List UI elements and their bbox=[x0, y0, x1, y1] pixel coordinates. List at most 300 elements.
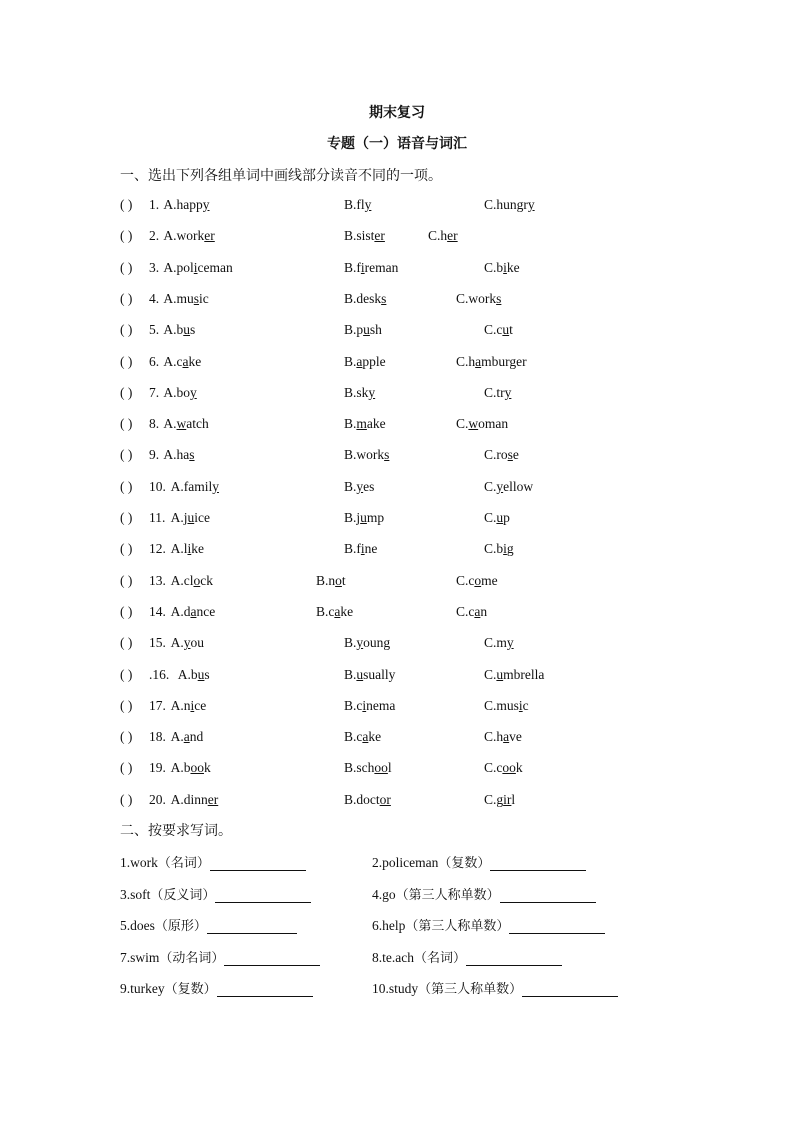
option-c bbox=[484, 760, 523, 776]
question-row bbox=[0, 416, 794, 438]
option-post: ck bbox=[200, 572, 213, 588]
option-pre: C.mus bbox=[484, 697, 519, 713]
option-pre: A.b bbox=[177, 666, 198, 682]
answer-blank[interactable] bbox=[500, 888, 596, 903]
option-pre: C. bbox=[484, 478, 497, 494]
option-post: ellow bbox=[503, 478, 534, 494]
task-requirement: （名词） bbox=[413, 950, 466, 966]
option-pre: A.pol bbox=[163, 259, 194, 275]
option-und: i bbox=[518, 697, 523, 713]
option-post: g bbox=[506, 541, 514, 557]
option-pre: C.h bbox=[484, 729, 504, 745]
question-number: 4. bbox=[149, 290, 160, 306]
option-pre: A.c bbox=[163, 353, 183, 369]
option-pre: B.n bbox=[316, 572, 336, 588]
option-c bbox=[484, 479, 533, 495]
option-und: o bbox=[474, 572, 482, 588]
option-und: m bbox=[356, 416, 367, 432]
question-number: 15. bbox=[149, 635, 166, 651]
option-und: a bbox=[503, 729, 510, 745]
question-row bbox=[0, 322, 794, 344]
option-a bbox=[171, 541, 204, 557]
question-number: 7. bbox=[149, 384, 160, 400]
question-row bbox=[0, 479, 794, 501]
option-und: i bbox=[360, 541, 365, 557]
option-und: oo bbox=[502, 760, 516, 776]
option-b bbox=[344, 541, 377, 557]
option-c bbox=[456, 291, 501, 307]
option-c bbox=[484, 385, 511, 401]
option-und: u bbox=[363, 322, 370, 338]
option-pre: B. bbox=[344, 478, 357, 494]
option-post: t bbox=[509, 322, 513, 338]
option-post: nce bbox=[196, 603, 216, 619]
option-b bbox=[344, 479, 374, 495]
question-row bbox=[0, 635, 794, 657]
option-post: e bbox=[512, 447, 519, 463]
answer-blank[interactable] bbox=[210, 856, 306, 871]
option-pre: A.ha bbox=[163, 447, 190, 463]
answer-bracket[interactable]: ( ) bbox=[120, 197, 133, 212]
option-und: y bbox=[183, 635, 191, 651]
option-und: i bbox=[187, 541, 192, 557]
option-post: t bbox=[341, 572, 346, 588]
question-number: 11. bbox=[149, 510, 166, 525]
option-und: i bbox=[362, 697, 367, 713]
answer-bracket[interactable]: ( ) bbox=[120, 353, 133, 369]
option-und: y bbox=[364, 197, 372, 212]
option-c bbox=[484, 698, 529, 714]
option-und: s bbox=[189, 447, 195, 463]
answer-blank[interactable] bbox=[215, 888, 311, 903]
option-und: y bbox=[506, 635, 514, 651]
option-post: n bbox=[480, 603, 488, 619]
question-row bbox=[0, 698, 794, 720]
option-pre: B.desk bbox=[344, 290, 382, 306]
option-pre: A.dinn bbox=[170, 791, 208, 807]
option-c bbox=[456, 604, 487, 620]
option-a bbox=[163, 447, 194, 463]
question-row bbox=[0, 760, 794, 782]
option-und: u bbox=[356, 666, 364, 682]
option-und: w bbox=[176, 416, 187, 432]
option-pre: B.sist bbox=[344, 228, 375, 244]
word-task bbox=[372, 852, 586, 871]
question-number: 9. bbox=[149, 447, 160, 463]
option-und: y bbox=[212, 478, 219, 494]
option-pre: C.tr bbox=[484, 384, 505, 400]
answer-bracket[interactable]: ( ) bbox=[120, 666, 133, 682]
task-requirement: （反义词） bbox=[150, 887, 216, 903]
option-a bbox=[163, 228, 214, 244]
page-title: 期末复习 bbox=[369, 105, 425, 121]
option-und: er bbox=[204, 228, 215, 244]
option-b bbox=[344, 635, 390, 651]
option-pre: A.d bbox=[170, 603, 191, 619]
option-und: u bbox=[502, 322, 510, 338]
option-b bbox=[344, 228, 385, 244]
answer-bracket[interactable]: ( ) bbox=[120, 322, 133, 338]
question-row bbox=[0, 729, 794, 751]
option-und: s bbox=[507, 447, 513, 463]
task-word: 2.policeman bbox=[372, 855, 439, 870]
option-pre: B.f bbox=[344, 541, 361, 557]
question-number: 2. bbox=[149, 228, 160, 244]
option-und: i bbox=[190, 697, 195, 713]
option-post: sh bbox=[369, 322, 382, 338]
option-a bbox=[178, 667, 210, 683]
question-number: 19. bbox=[149, 760, 166, 776]
option-post: k bbox=[203, 760, 211, 776]
option-c bbox=[484, 447, 519, 463]
task-requirement: （第三人称单数） bbox=[395, 887, 500, 903]
word-task bbox=[120, 947, 320, 966]
answer-blank[interactable] bbox=[466, 951, 562, 966]
answer-blank[interactable] bbox=[224, 951, 320, 966]
answer-bracket[interactable]: ( ) bbox=[120, 384, 133, 400]
question-row bbox=[0, 604, 794, 626]
option-und: i bbox=[360, 259, 365, 275]
option-post: ve bbox=[509, 729, 522, 745]
option-a bbox=[163, 260, 232, 276]
answer-bracket[interactable]: ( ) bbox=[120, 572, 133, 588]
option-pre: C.c bbox=[456, 572, 475, 588]
option-und: u bbox=[360, 510, 367, 525]
section2-heading: 二、按要求写词。 bbox=[120, 823, 232, 839]
option-pre: C.g bbox=[484, 791, 504, 807]
option-und: i bbox=[503, 541, 507, 557]
option-a bbox=[163, 416, 208, 432]
answer-bracket[interactable]: ( ) bbox=[120, 228, 133, 244]
word-task bbox=[372, 978, 618, 997]
task-requirement: （复数） bbox=[164, 982, 217, 997]
page-subtitle: 专题（一）语音与词汇 bbox=[327, 136, 467, 152]
option-post: ke bbox=[191, 541, 204, 557]
option-und: s bbox=[381, 290, 387, 306]
option-b bbox=[344, 260, 398, 276]
question-row bbox=[0, 792, 794, 814]
option-a bbox=[171, 635, 204, 651]
option-pre: B.c bbox=[344, 697, 363, 713]
option-pre: A.n bbox=[170, 697, 191, 713]
answer-bracket[interactable]: ( ) bbox=[120, 760, 133, 776]
option-b bbox=[316, 573, 346, 589]
task-requirement: （第三人称单数） bbox=[405, 919, 510, 934]
option-c bbox=[484, 322, 513, 338]
option-post: l bbox=[511, 791, 516, 807]
option-post: ke bbox=[368, 729, 382, 745]
task-word: 7.swim bbox=[120, 949, 160, 965]
option-und: y bbox=[368, 384, 376, 400]
question-number: 17. bbox=[149, 697, 166, 713]
option-pre: B.f bbox=[344, 259, 361, 275]
option-post: l bbox=[387, 760, 392, 776]
option-b bbox=[344, 322, 382, 338]
option-pre: C. bbox=[484, 666, 497, 682]
option-b bbox=[344, 698, 395, 714]
task-requirement: （名词） bbox=[157, 856, 210, 871]
option-b bbox=[344, 354, 386, 370]
answer-bracket[interactable]: ( ) bbox=[120, 416, 133, 432]
question-row bbox=[0, 385, 794, 407]
answer-blank[interactable] bbox=[207, 919, 297, 934]
option-pre: A. bbox=[163, 416, 177, 432]
option-b bbox=[344, 291, 386, 307]
question-number: 6. bbox=[149, 353, 160, 369]
word-task bbox=[372, 947, 562, 966]
option-und: ir bbox=[503, 791, 512, 807]
option-post: mp bbox=[366, 510, 385, 525]
question-row bbox=[0, 260, 794, 282]
option-c bbox=[484, 792, 515, 808]
option-b bbox=[316, 604, 353, 620]
option-pre: C.c bbox=[484, 322, 503, 338]
option-und: u bbox=[183, 322, 191, 338]
option-post: mburger bbox=[481, 353, 527, 369]
option-c bbox=[456, 573, 498, 589]
answer-blank[interactable] bbox=[509, 919, 605, 934]
option-und: w bbox=[468, 416, 479, 432]
option-pre: B.c bbox=[316, 603, 335, 619]
option-pre: B.p bbox=[344, 322, 364, 338]
word-task bbox=[120, 915, 297, 934]
option-pre: B. bbox=[344, 666, 357, 682]
word-task bbox=[372, 915, 605, 934]
answer-bracket[interactable]: ( ) bbox=[120, 791, 133, 807]
option-post: ne bbox=[364, 541, 378, 557]
option-c bbox=[428, 228, 458, 244]
option-b bbox=[344, 197, 371, 213]
option-post: pple bbox=[362, 353, 386, 369]
option-pre: B. bbox=[344, 416, 357, 432]
answer-bracket[interactable]: ( ) bbox=[120, 635, 133, 651]
option-pre: C.c bbox=[484, 760, 503, 776]
option-a bbox=[163, 197, 209, 213]
option-post: atch bbox=[186, 416, 209, 432]
option-c bbox=[484, 510, 510, 526]
question-row bbox=[0, 510, 794, 532]
option-b bbox=[344, 510, 384, 526]
task-requirement: （复数） bbox=[438, 856, 491, 871]
option-a bbox=[163, 291, 208, 307]
question-row bbox=[0, 447, 794, 469]
question-row bbox=[0, 354, 794, 376]
option-post: nd bbox=[189, 729, 204, 745]
question-number: 5. bbox=[149, 322, 160, 338]
option-b bbox=[344, 729, 381, 745]
question-row bbox=[0, 667, 794, 689]
option-und: oo bbox=[374, 760, 388, 776]
option-a bbox=[171, 510, 210, 526]
option-pre: C.b bbox=[484, 259, 504, 275]
question-number: 3. bbox=[149, 259, 160, 275]
option-a bbox=[171, 479, 219, 495]
option-und: a bbox=[182, 353, 189, 369]
option-c bbox=[484, 541, 514, 557]
option-pre: C.b bbox=[484, 541, 504, 557]
option-pre: A.cl bbox=[170, 572, 194, 588]
question-number: .16. bbox=[149, 666, 170, 682]
option-post: ce bbox=[194, 697, 207, 713]
option-pre: B. bbox=[344, 635, 357, 651]
option-b bbox=[344, 760, 392, 776]
option-und: er bbox=[207, 791, 219, 807]
option-b bbox=[344, 792, 391, 808]
question-row bbox=[0, 228, 794, 250]
option-und: y bbox=[356, 635, 364, 651]
option-und: a bbox=[334, 603, 341, 619]
option-c bbox=[484, 729, 522, 745]
task-requirement: （动名词） bbox=[159, 950, 225, 966]
option-und: i bbox=[193, 259, 198, 275]
answer-bracket[interactable]: ( ) bbox=[120, 510, 133, 525]
option-und: a bbox=[356, 353, 363, 369]
option-pre: B.c bbox=[344, 729, 363, 745]
option-post: ceman bbox=[197, 259, 233, 275]
question-row bbox=[0, 573, 794, 595]
option-a bbox=[163, 354, 201, 370]
word-task bbox=[120, 884, 311, 903]
option-pre: A.happ bbox=[163, 197, 203, 212]
option-b bbox=[344, 385, 375, 401]
option-und: er bbox=[374, 228, 385, 244]
task-word: 10.study bbox=[372, 981, 419, 996]
answer-bracket[interactable]: ( ) bbox=[120, 697, 133, 713]
option-pre: C.m bbox=[484, 635, 507, 651]
option-c bbox=[484, 197, 535, 213]
task-requirement: （原形） bbox=[154, 919, 207, 934]
option-pre: B.doct bbox=[344, 791, 380, 807]
option-pre: C.ro bbox=[484, 447, 508, 463]
option-und: s bbox=[384, 447, 390, 463]
option-und: y bbox=[527, 197, 535, 212]
option-post: ke bbox=[340, 603, 354, 619]
question-number: 12. bbox=[149, 541, 166, 557]
answer-bracket[interactable]: ( ) bbox=[120, 478, 133, 494]
option-pre: B.work bbox=[344, 447, 385, 463]
option-pre: B.j bbox=[344, 510, 361, 525]
option-b bbox=[344, 667, 395, 683]
option-pre: A.b bbox=[163, 322, 184, 338]
answer-bracket[interactable]: ( ) bbox=[120, 447, 133, 463]
question-row bbox=[0, 197, 794, 219]
option-und: or bbox=[379, 791, 391, 807]
option-a bbox=[171, 604, 216, 620]
question-number: 14. bbox=[149, 603, 166, 619]
option-pre: A.mu bbox=[163, 290, 194, 306]
option-post: oung bbox=[363, 635, 391, 651]
option-post: sually bbox=[363, 666, 396, 682]
option-pre: B.sch bbox=[344, 760, 375, 776]
option-post: ke bbox=[506, 259, 520, 275]
word-task bbox=[372, 884, 596, 903]
section1-heading: 一、选出下列各组单词中画线部分读音不同的一项。 bbox=[120, 168, 442, 184]
option-und: s bbox=[193, 290, 200, 306]
option-c bbox=[456, 354, 527, 370]
task-word: 1.work bbox=[120, 855, 158, 870]
question-number: 13. bbox=[149, 572, 166, 588]
option-post: es bbox=[363, 478, 375, 494]
option-und: s bbox=[496, 290, 502, 306]
option-a bbox=[163, 385, 196, 401]
option-post: me bbox=[481, 572, 498, 588]
option-pre: B.sk bbox=[344, 384, 369, 400]
option-pre: C. bbox=[484, 510, 497, 525]
answer-bracket[interactable]: ( ) bbox=[120, 259, 133, 275]
question-number: 20. bbox=[149, 791, 166, 807]
option-pre: C.hungr bbox=[484, 197, 528, 212]
option-pre: A.j bbox=[170, 510, 188, 525]
task-word: 9.turkey bbox=[120, 981, 165, 996]
option-und: a bbox=[475, 353, 482, 369]
option-und: o bbox=[193, 572, 201, 588]
option-und: a bbox=[474, 603, 481, 619]
answer-blank[interactable] bbox=[522, 982, 618, 997]
option-c bbox=[484, 635, 514, 651]
task-word: 6.help bbox=[372, 918, 406, 933]
option-pre: A.l bbox=[170, 541, 188, 557]
answer-bracket[interactable]: ( ) bbox=[120, 541, 133, 557]
question-number: 10. bbox=[149, 478, 166, 494]
option-und: y bbox=[504, 384, 512, 400]
option-und: a bbox=[362, 729, 369, 745]
option-pre: B. bbox=[344, 353, 357, 369]
task-word: 8.te.ach bbox=[372, 949, 414, 965]
option-pre: C.work bbox=[456, 290, 497, 306]
question-row bbox=[0, 541, 794, 563]
answer-bracket[interactable]: ( ) bbox=[120, 729, 133, 745]
word-task bbox=[120, 852, 306, 871]
answer-bracket[interactable]: ( ) bbox=[120, 603, 133, 619]
option-post: ice bbox=[194, 510, 210, 525]
question-number: 18. bbox=[149, 729, 166, 745]
task-word: 5.does bbox=[120, 918, 155, 933]
option-a bbox=[171, 792, 219, 808]
question-number: 1. bbox=[149, 197, 160, 212]
option-c bbox=[484, 260, 520, 276]
option-post: p bbox=[503, 510, 510, 525]
option-und: i bbox=[503, 259, 507, 275]
option-und: y bbox=[356, 478, 364, 494]
answer-blank[interactable] bbox=[217, 982, 313, 997]
option-post: ke bbox=[188, 353, 202, 369]
option-und: oo bbox=[190, 760, 204, 776]
option-und: u bbox=[496, 510, 504, 525]
option-und: er bbox=[447, 228, 458, 244]
option-b bbox=[344, 447, 389, 463]
option-pre: C.h bbox=[456, 353, 476, 369]
option-und: o bbox=[335, 572, 342, 588]
option-post: ou bbox=[190, 635, 204, 651]
answer-blank[interactable] bbox=[490, 856, 586, 871]
option-c bbox=[456, 416, 508, 432]
option-pre: A. bbox=[170, 729, 184, 745]
option-pre: C.h bbox=[428, 228, 448, 244]
option-pre: A.bo bbox=[163, 384, 191, 400]
option-pre: B.fl bbox=[344, 197, 365, 212]
option-post: ic bbox=[199, 290, 209, 306]
option-a bbox=[171, 573, 213, 589]
option-und: y bbox=[190, 384, 197, 400]
option-und: y bbox=[202, 197, 210, 212]
answer-bracket[interactable]: ( ) bbox=[120, 290, 133, 306]
option-post: oman bbox=[478, 416, 509, 432]
task-word: 4.go bbox=[372, 886, 396, 902]
option-post: k bbox=[515, 760, 523, 776]
option-pre: A. bbox=[170, 635, 184, 651]
option-pre: A.b bbox=[170, 760, 191, 776]
option-a bbox=[163, 322, 195, 338]
